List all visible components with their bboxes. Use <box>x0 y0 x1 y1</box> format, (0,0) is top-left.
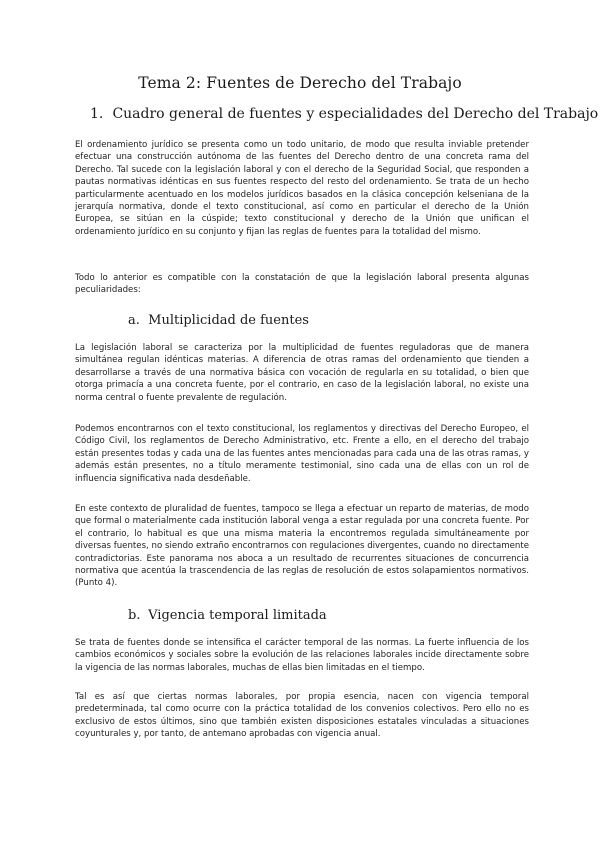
subsection-letter: b. <box>128 608 141 623</box>
subsection-heading-text: Vigencia temporal limitada <box>148 608 327 623</box>
subsection-heading-b <box>128 608 327 623</box>
subsection-heading-a <box>128 313 309 328</box>
subsection-heading-text: Multiplicidad de fuentes <box>148 313 309 328</box>
paragraph: Todo lo anterior es compatible con la constatación de que la legislación laboral presenta algunas peculiaridades: <box>75 273 529 296</box>
subsection-letter: a. <box>128 313 140 328</box>
paragraph: Se trata de fuentes donde se intensifica el carácter temporal de las normas. La fuerte influencia de los cambios económicos y sociales sobre la evolución de las relaciones laborales incide directamente sobre la vigencia de las normas laborales, muchas de ellas bien limitadas en el tiempo. <box>75 638 529 673</box>
paragraph: La legislación laboral se caracteriza por la multiplicidad de fuentes reguladoras que de manera simultánea regulan idénticas materias. A diferencia de otras ramas del ordenamiento que tienden a desarrollarse a través de una normativa básica con vocación de regularla en su totalidad, o bien que otorga primacía a una concreta fuente, por el contrario, en caso de la legislación laboral, no existe una norma central o fuente prevalente de regulación. <box>75 343 529 403</box>
section-heading-1 <box>90 106 598 122</box>
paragraph: Podemos encontrarnos con el texto constitucional, los reglamentos y directivas del Derecho Europeo, el Código Civil, los reglamentos de Derecho Administrativo, etc. Frente a ello, en el derecho del trabajo están presentes todas y cada una de las fuentes antes mencionadas para cada una de las otras ramas, y además están presentes, no a título meramente testimonial, sino cada una de ellas con un rol de influencia significativa nada desdeñable. <box>75 424 529 484</box>
paragraph: Tal es así que ciertas normas laborales, por propia esencia, nacen con vigencia temporal predeterminada, tal como ocurre con la práctica totalidad de los convenios colectivos. Pero ello no es exclusivo de estos últimos, sino que también existen disposiciones estatales vinculadas a situaciones coyunturales y, por tanto, de antemano aprobadas con vigencia anual. <box>75 692 529 740</box>
paragraph: El ordenamiento jurídico se presenta como un todo unitario, de modo que resulta inviable pretender efectuar una construcción autónoma de las fuentes del Derecho dentro de una concreta rama del Derecho. Tal sucede con la legislación laboral y con el derecho de la Seguridad Social, que responden a pautas normativas idénticas en sus fuentes respecto del resto del ordenamiento. Se trata de un hecho particularmente acentuado en los modelos jurídicos basados en la clásica concepción kelseniana de la jerarquía normativa, donde el texto constitucional, así como en particular el derecho de la Unión Europea, se sitúan en la cúspide; texto constitucional y derecho de la Unión que unifican el ordenamiento jurídico en su conjunto y fijan las reglas de fuentes para la totalidad del mismo. <box>75 140 529 237</box>
section-number: 1. <box>90 106 104 122</box>
page-title: Tema 2: Fuentes de Derecho del Trabajo <box>138 74 462 92</box>
section-heading-text: Cuadro general de fuentes y especialidades del Derecho del Trabajo <box>112 106 599 122</box>
paragraph: En este contexto de pluralidad de fuentes, tampoco se llega a efectuar un reparto de materias, de modo que formal o materialmente cada institución laboral venga a estar regulada por una concreta fuente. Por el contrario, lo habitual es que una misma materia la encontremos regulada simultáneamente por diversas fuentes, no siendo extraño encontrarnos con regulaciones divergentes, cuando no directamente contradictorias. Este panorama nos aboca a un resultado de recurrentes situaciones de concurrencia normativa que acentúa la trascendencia de las reglas de resolución de estos solapamientos normativos. (Punto 4). <box>75 504 529 589</box>
